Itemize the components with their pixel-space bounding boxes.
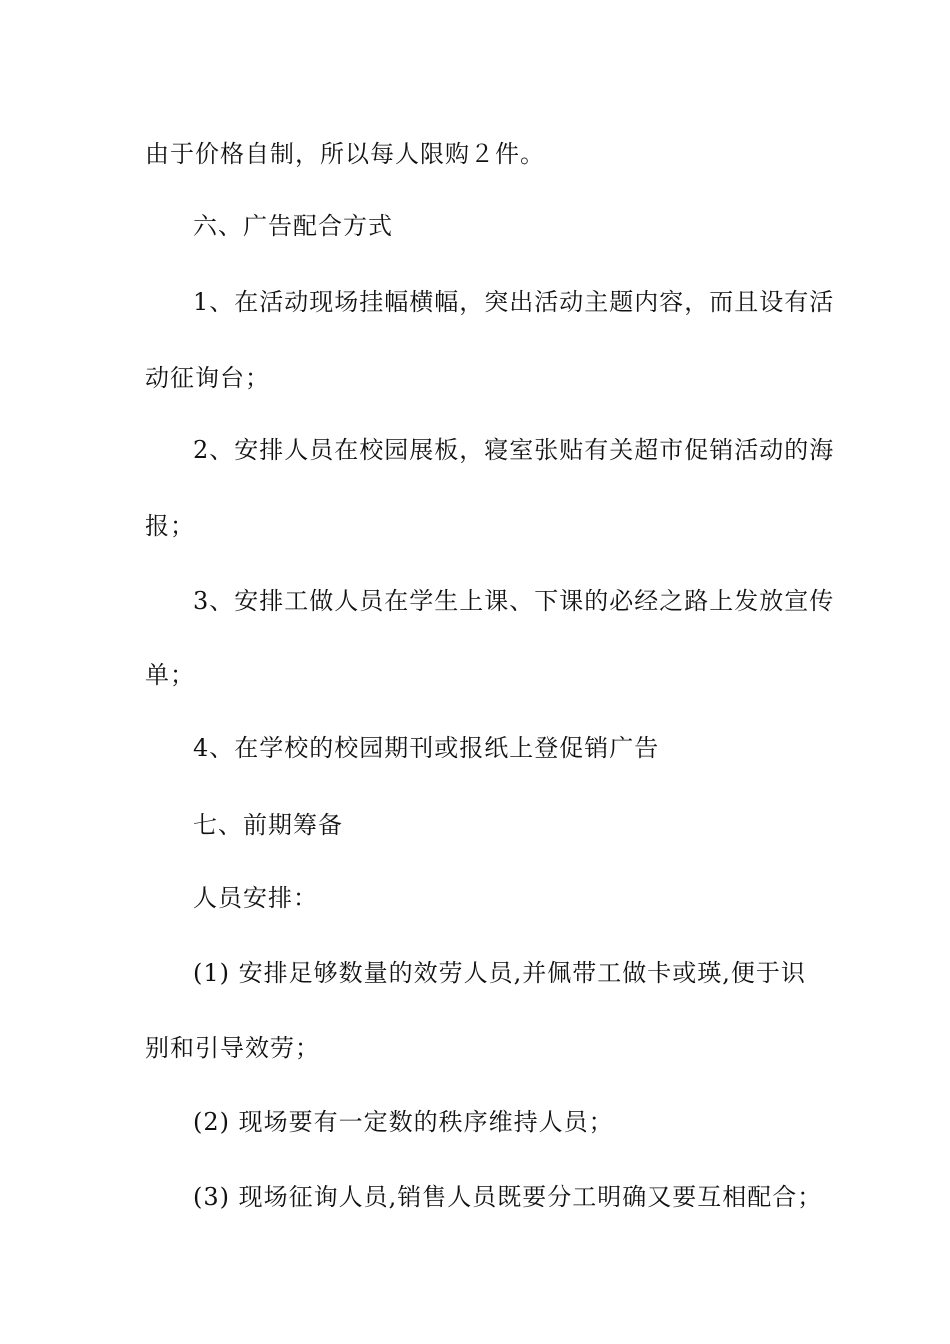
paragraph-line: 报；: [145, 512, 195, 540]
paragraph-line: 单；: [145, 661, 195, 689]
section-heading: 六、广告配合方式: [193, 212, 393, 240]
list-item: 3、安排工做人员在学生上课、下课的必经之路上发放宣传: [193, 587, 835, 615]
subheading: 人员安排：: [193, 884, 318, 912]
section-heading: 七、前期筹备: [193, 811, 343, 839]
list-item: 2、安排人员在校园展板，寝室张贴有关超市促销活动的海: [193, 436, 835, 464]
list-item: (3) 现场征询人员,销售人员既要分工明确又要互相配合；: [193, 1183, 823, 1211]
list-item: 1、在活动现场挂幅横幅，突出活动主题内容，而且设有活: [193, 288, 835, 316]
paragraph-line: 别和引导效劳；: [145, 1034, 320, 1062]
list-item: (1) 安排足够数量的效劳人员,并佩带工做卡或瑛,便于识: [193, 959, 806, 987]
paragraph-line: 由于价格自制，所以每人限购２件。: [145, 140, 545, 168]
list-item: (2) 现场要有一定数的秩序维持人员；: [193, 1108, 614, 1136]
list-item: 4、在学校的校园期刊或报纸上登促销广告: [193, 734, 660, 762]
paragraph-line: 动征询台；: [145, 364, 270, 392]
